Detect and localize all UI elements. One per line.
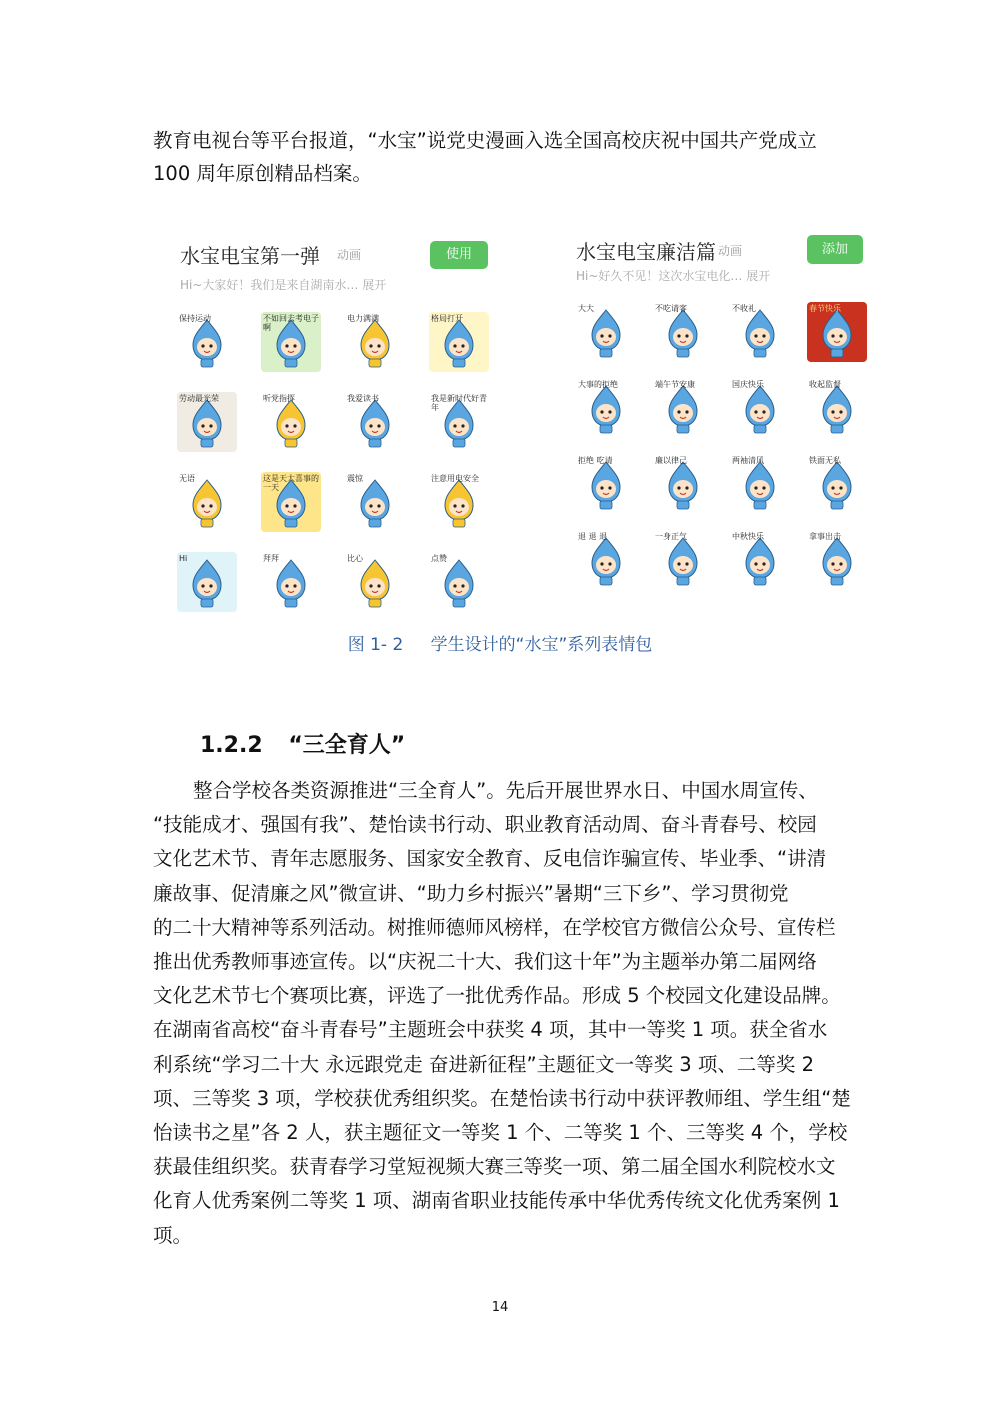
body-line: 利系统“学习二十大 永远跟党走 奋进新征程”主题征文一等奖 3 项、二等奖 2	[153, 1052, 815, 1076]
sticker-pack-tag: 动画	[718, 244, 743, 258]
sticker-grid	[177, 312, 489, 612]
figure-caption-text: 学生设计的“水宝”系列表情包	[430, 635, 653, 655]
body-line: 文化艺术节七个赛项比赛，评选了一批优秀作品。形成 5 个校园文化建设品牌。	[153, 984, 841, 1008]
body-line: 项、三等奖 3 项，学校获优秀组织奖。在楚怡读书行动中获评教师组、学生组“楚	[153, 1086, 851, 1110]
sticker-caption: 大事的拒绝	[578, 380, 618, 389]
sticker-caption: 不吃请客	[655, 304, 687, 313]
sticker[interactable]	[730, 530, 790, 590]
page-number: 14	[491, 1300, 509, 1315]
sticker-caption: 我是新时代好青年	[431, 394, 487, 412]
sticker-caption: 震惊	[347, 474, 363, 483]
sticker-caption: 春节快乐	[809, 304, 841, 313]
sticker-caption: 这是天大喜事的一天	[263, 474, 319, 492]
sticker[interactable]	[576, 454, 636, 514]
sticker[interactable]	[730, 454, 790, 514]
intro-line-2: 100 周年原创精品档案。	[153, 162, 372, 185]
figure-number: 图 1- 2	[347, 635, 404, 655]
sticker-caption: 铁面无私	[809, 456, 841, 465]
add-button[interactable]: 添加	[807, 235, 863, 264]
sticker[interactable]	[807, 378, 867, 438]
sticker[interactable]	[807, 530, 867, 590]
body-paragraph	[153, 774, 853, 1253]
sticker-caption: 我爱读书	[347, 394, 379, 403]
intro-paragraph	[153, 124, 853, 190]
sticker-caption: 无语	[179, 474, 195, 483]
sticker-caption: 保持运动	[179, 314, 211, 323]
sticker-caption: 两袖清风	[732, 456, 764, 465]
sticker[interactable]	[653, 378, 713, 438]
sticker[interactable]	[576, 302, 636, 362]
body-line: “技能成才、强国有我”、楚怡读书行动、职业教育活动周、奋斗青春号、校园	[153, 813, 817, 837]
sticker-caption: 劳动最光荣	[179, 394, 219, 403]
sticker-caption: 注意用电安全	[431, 474, 479, 483]
sticker-caption: 拒绝 吃请	[578, 456, 613, 465]
body-line: 项。	[153, 1223, 193, 1247]
sticker[interactable]	[177, 552, 237, 612]
sticker[interactable]	[653, 530, 713, 590]
sticker[interactable]	[261, 552, 321, 612]
sticker[interactable]	[261, 392, 321, 452]
sticker[interactable]	[177, 392, 237, 452]
sticker-caption: 电力满满	[347, 314, 379, 323]
sticker-pack-title: 水宝电宝第一弹	[180, 244, 320, 268]
section-heading	[200, 728, 405, 759]
sticker[interactable]	[730, 302, 790, 362]
body-line: 推出优秀教师事迹宣传。以“庆祝二十大、我们这十年”为主题举办第二届网络	[153, 950, 817, 974]
sticker-caption: 大大	[578, 304, 594, 313]
body-line: 在湖南省高校“奋斗青春号”主题班会中获奖 4 项，其中一等奖 1 项。获全省水	[153, 1018, 828, 1042]
body-line: 廉故事、促清廉之风”微宣讲、“助力乡村振兴”暑期“三下乡”、学习贯彻党	[153, 881, 789, 905]
sticker[interactable]	[807, 302, 867, 362]
sticker[interactable]	[429, 472, 489, 532]
sticker[interactable]	[177, 312, 237, 372]
sticker[interactable]	[576, 530, 636, 590]
use-button[interactable]: 使用	[430, 241, 488, 269]
sticker[interactable]	[345, 312, 405, 372]
body-line: 怡读书之星”各 2 人，获主题征文一等奖 1 个、二等奖 1 个、三等奖 4 个，学校	[153, 1121, 848, 1145]
section-title: “三全育人”	[288, 733, 406, 758]
intro-line-1: 教育电视台等平台报道，“水宝”说党史漫画入选全国高校庆祝中国共产党成立	[153, 129, 817, 152]
sticker-caption: 中秋快乐	[732, 532, 764, 541]
sticker[interactable]	[429, 552, 489, 612]
sticker[interactable]	[345, 552, 405, 612]
sticker-caption: 国庆快乐	[732, 380, 764, 389]
sticker-caption: 廉以律己	[655, 456, 687, 465]
sticker[interactable]	[261, 472, 321, 532]
sticker-pack-title: 水宝电宝廉洁篇	[576, 240, 716, 264]
sticker[interactable]	[576, 378, 636, 438]
sticker-caption: 格局打开	[431, 314, 463, 323]
sticker-grid	[576, 302, 867, 590]
sticker-caption: 不如回去考电子啊	[263, 314, 319, 332]
sticker[interactable]	[653, 302, 713, 362]
sticker-caption: 拜拜	[263, 554, 279, 563]
sticker-pack-subtitle[interactable]: Hi~大家好！我们是来自湖南水… 展开	[180, 278, 387, 292]
sticker-pack-left	[165, 236, 510, 616]
sticker-caption: 端午节安康	[655, 380, 695, 389]
sticker-caption: Hi	[179, 554, 188, 563]
sticker[interactable]	[429, 312, 489, 372]
sticker-caption: 比心	[347, 554, 363, 563]
sticker[interactable]	[807, 454, 867, 514]
sticker[interactable]	[653, 454, 713, 514]
body-line: 获最佳组织奖。获青春学习堂短视频大赛三等奖一项、第二届全国水利院校水文	[153, 1155, 836, 1179]
sticker-pack-right	[570, 232, 870, 592]
sticker[interactable]	[177, 472, 237, 532]
sticker-caption: 拿事出击	[809, 532, 841, 541]
sticker-pack-tag: 动画	[337, 248, 362, 262]
sticker-caption: 听党指挥	[263, 394, 295, 403]
sticker[interactable]	[345, 392, 405, 452]
sticker-caption: 退 退 退	[578, 532, 608, 541]
body-line: 的二十大精神等系列活动。树推师德师风榜样，在学校官方微信公众号、宣传栏	[153, 915, 836, 939]
sticker[interactable]	[730, 378, 790, 438]
sticker-caption: 不收礼	[732, 304, 756, 313]
sticker[interactable]	[345, 472, 405, 532]
body-line: 文化艺术节、青年志愿服务、国家安全教育、反电信诈骗宣传、毕业季、“讲清	[153, 847, 827, 871]
body-line: 化育人优秀案例二等奖 1 项、湖南省职业技能传承中华优秀传统文化优秀案例 1	[153, 1189, 840, 1213]
sticker-caption: 收起监督	[809, 380, 841, 389]
sticker[interactable]	[261, 312, 321, 372]
body-line: 整合学校各类资源推进“三全育人”。先后开展世界水日、中国水周宣传、	[193, 779, 818, 802]
section-number: 1.2.2	[200, 733, 263, 758]
sticker-caption: 一身正气	[655, 532, 687, 541]
sticker-caption: 点赞	[431, 554, 447, 563]
sticker[interactable]	[429, 392, 489, 452]
sticker-pack-subtitle[interactable]: Hi~好久不见！这次水宝电化… 展开	[576, 269, 771, 283]
figure-caption	[0, 630, 1000, 655]
